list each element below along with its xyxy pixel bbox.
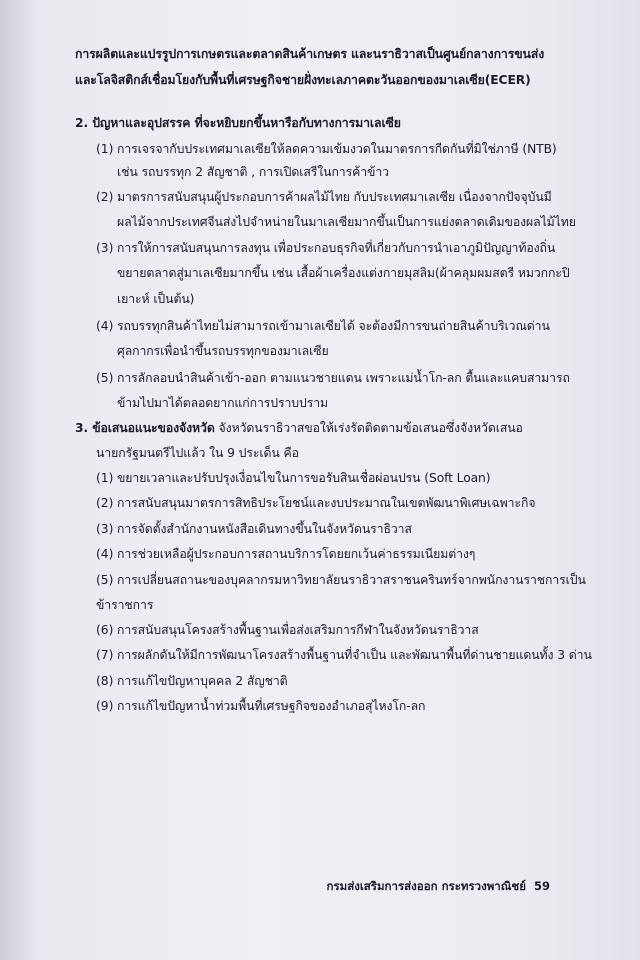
section-3-heading bbox=[75, 420, 523, 436]
intro-line-2: และโลจิสติกส์เชื่อมโยงกับพื้นที่เศรษฐกิจชายฝั่งทะเลภาคตะวันออกของมาเลเซีย(ECER) bbox=[75, 73, 531, 87]
section-3-intro-line-2: นายกรัฐมนตรีไปแล้ว ใน 9 ประเด็น คือ bbox=[96, 446, 299, 460]
s2-item-3-line-2: ขยายตลาดสู่มาเลเซียมากขึ้น เช่น เสื้อผ้าเครื่องแต่งกายมุสลิม(ผ้าคลุมผมสตรี หมวกกะปิ bbox=[117, 266, 570, 280]
s3-item-1-number: (1) bbox=[96, 471, 114, 485]
s2-item-2-line-1: มาตรการสนับสนุนผู้ประกอบการค้าผลไม้ไทย กับประเทศมาเลเซีย เนื่องจากปัจจุบันมี bbox=[117, 190, 552, 204]
section-2-heading: 2. ปัญหาและอุปสรรค ที่จะหยิบยกขึ้นหารือกับทางการมาเลเซีย bbox=[75, 116, 401, 130]
page-number: 59 bbox=[533, 879, 550, 893]
s3-item-2-line-1: การสนับสนุนมาตรการสิทธิประโยชน์และงบประมาณในเขตพัฒนาพิเศษเฉพาะกิจ bbox=[117, 496, 536, 510]
s3-item-9-line-1: การแก้ไขปัญหาน้ำท่วมพื้นที่เศรษฐกิจของอำเภอสุไหงโก-ลก bbox=[117, 699, 426, 713]
s3-item-9-number: (9) bbox=[96, 699, 114, 713]
s3-item-8-line-1: การแก้ไขปัญหาบุคคล 2 สัญชาติ bbox=[117, 674, 288, 688]
s2-item-2-line-2: ผลไม้จากประเทศจีนส่งไปจำหน่ายในมาเลเซียมากขึ้นเป็นการแย่งตลาดเดิมของผลไม้ไทย bbox=[117, 215, 576, 229]
s3-item-8-number: (8) bbox=[96, 674, 114, 688]
s3-item-7-number: (7) bbox=[96, 648, 114, 662]
s3-item-1-line-1: ขยายเวลาและปรับปรุงเงื่อนไขในการขอรับสินเชื่อผ่อนปรน (Soft Loan) bbox=[117, 471, 491, 485]
s2-item-4-line-1: รถบรรทุกสินค้าไทยไม่สามารถเข้ามาเลเซียได้ จะต้องมีการขนถ่ายสินค้าบริเวณด่าน bbox=[117, 319, 550, 333]
s2-item-1-line-1: การเจรจากับประเทศมาเลเซียให้ลดความเข้มงวดในมาตรการกีดกันที่มิใช่ภาษี (NTB) bbox=[117, 142, 557, 156]
s2-item-3-line-3: เยาะห์ เป็นต้น) bbox=[117, 292, 195, 306]
s2-item-5-number: (5) bbox=[96, 371, 114, 385]
s2-item-5-line-2: ข้ามไปมาได้ตลอดยากแก่การปราบปราม bbox=[117, 396, 329, 410]
s3-item-2-number: (2) bbox=[96, 496, 114, 510]
s2-item-3-line-1: การให้การสนับสนุนการลงทุน เพื่อประกอบธุรกิจที่เกี่ยวกับการนำเอาภูมิปัญญาท้องถิ่น bbox=[117, 241, 556, 255]
s3-item-4-line-1: การช่วยเหลือผู้ประกอบการสถานบริการโดยยกเว้นค่าธรรมเนียมต่างๆ bbox=[117, 547, 476, 561]
s3-item-6-number: (6) bbox=[96, 623, 114, 637]
section-3-heading-bold: 3. ข้อเสนอแนะของจังหวัด bbox=[75, 421, 215, 435]
s3-item-5-number: (5) bbox=[96, 573, 114, 587]
s3-item-5-line-2: ข้าราชการ bbox=[96, 598, 154, 612]
page-footer bbox=[327, 878, 551, 896]
section-3-heading-rest: จังหวัดนราธิวาสขอให้เร่งรัดติดตามข้อเสนอซึ่งจังหวัดเสนอ bbox=[214, 421, 523, 435]
s3-item-4-number: (4) bbox=[96, 547, 114, 561]
s3-item-3-number: (3) bbox=[96, 522, 114, 536]
s3-item-3-line-1: การจัดตั้งสำนักงานหนังสือเดินทางขึ้นในจังหวัดนราธิวาส bbox=[117, 522, 412, 536]
s2-item-4-number: (4) bbox=[96, 319, 114, 333]
s2-item-5-line-1: การลักลอบนำสินค้าเข้า-ออก ตามแนวชายแดน เพราะแม่น้ำโก-ลก ตื้นและแคบสามารถ bbox=[117, 371, 570, 385]
s2-item-1-line-2: เช่น รถบรรทุก 2 สัญชาติ , การเปิดเสรีในการค้าข้าว bbox=[117, 165, 389, 179]
s2-item-3-number: (3) bbox=[96, 241, 114, 255]
s3-item-7-line-1: การผลักดันให้มีการพัฒนาโครงสร้างพื้นฐานที่จำเป็น และพัฒนาพื้นที่ด่านชายแดนทั้ง 3 ด่าน bbox=[117, 648, 592, 662]
s3-item-6-line-1: การสนับสนุนโครงสร้างพื้นฐานเพื่อส่งเสริมการกีฬาในจังหวัดนราธิวาส bbox=[117, 623, 479, 637]
s3-item-5-line-1: การเปลี่ยนสถานะของบุคลากรมหาวิทยาลัยนราธิวาสราชนครินทร์จากพนักงานราชการเป็น bbox=[117, 573, 586, 587]
s2-item-2-number: (2) bbox=[96, 190, 114, 204]
intro-line-1: การผลิตและแปรรูปการเกษตรและตลาดสินค้าเกษตร และนราธิวาสเป็นศูนย์กลางการขนส่ง bbox=[75, 47, 545, 61]
s2-item-4-line-2: ศุลกากรเพื่อนำขึ้นรถบรรทุกของมาเลเซีย bbox=[117, 344, 329, 358]
s2-item-1-number: (1) bbox=[96, 142, 114, 156]
footer-org: กรมส่งเสริมการส่งออก กระทรวงพาณิชย์ bbox=[326, 879, 526, 893]
